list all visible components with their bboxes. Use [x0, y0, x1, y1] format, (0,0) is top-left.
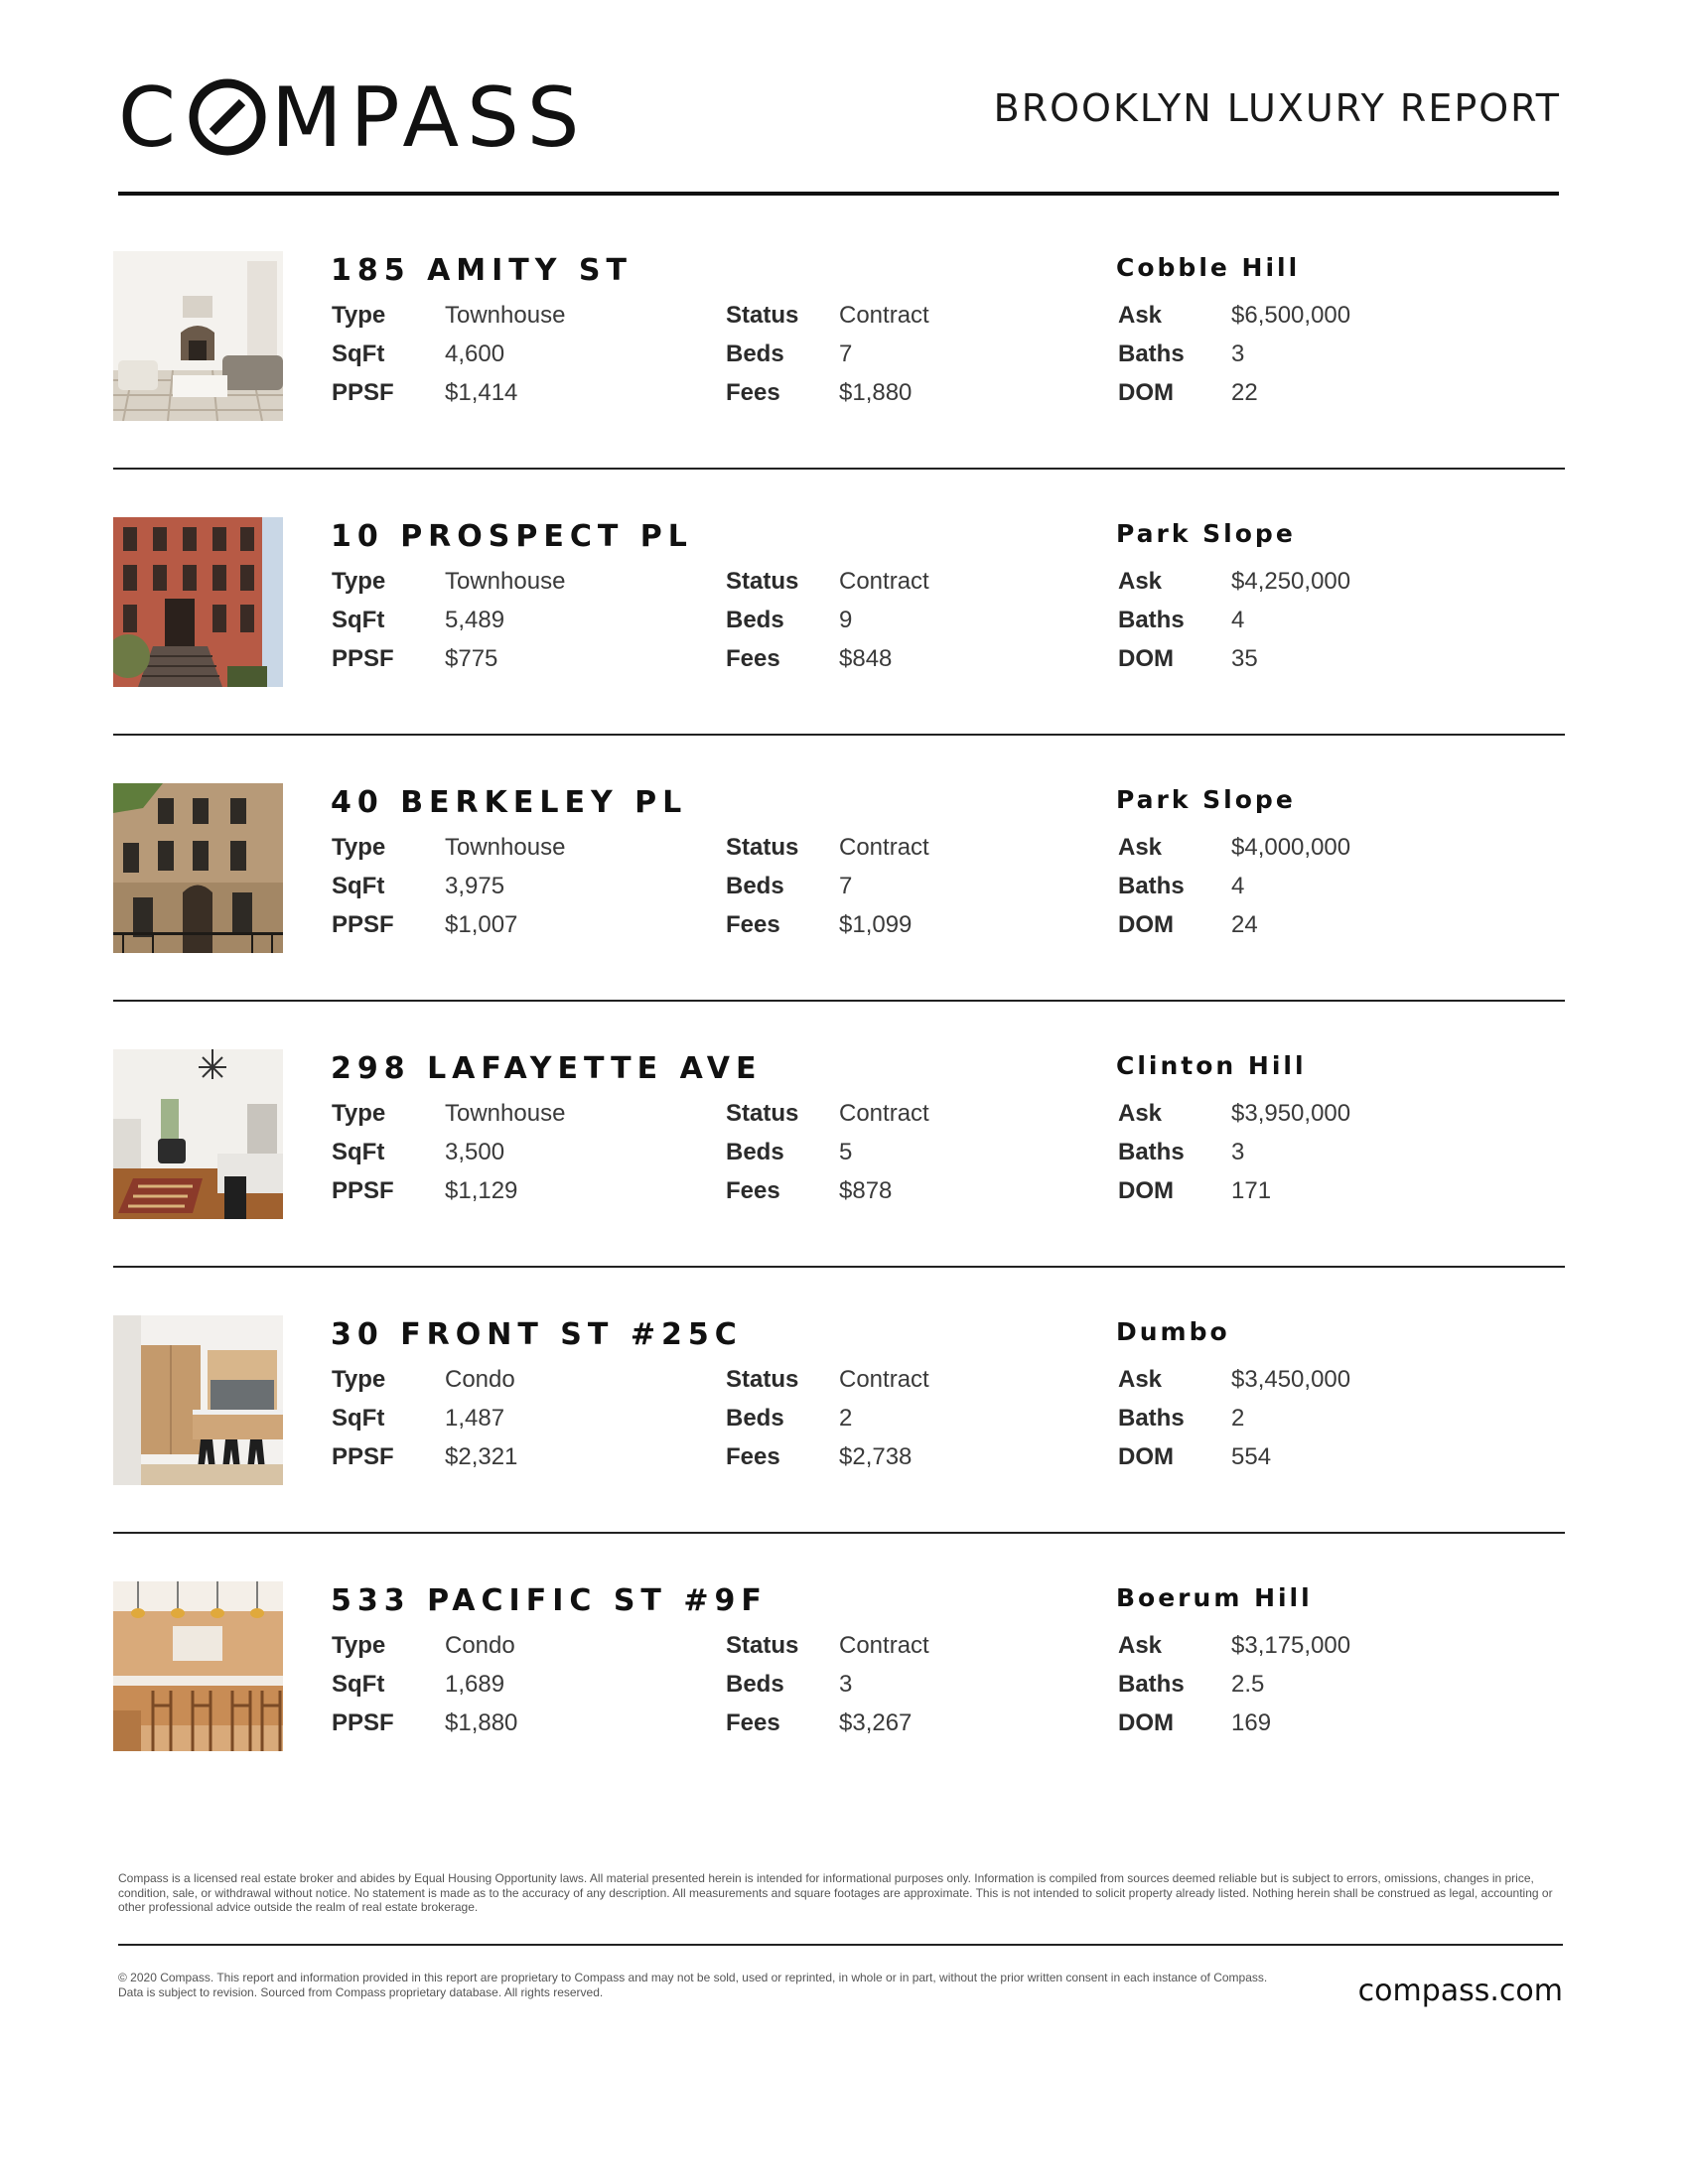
beds-label: Beds: [726, 341, 784, 367]
dom-label: DOM: [1118, 1709, 1174, 1736]
sqft-label: SqFt: [332, 607, 385, 633]
ask-label: Ask: [1118, 1632, 1163, 1659]
ppsf-value: $1,414: [445, 379, 518, 406]
copyright-text: © 2020 Compass. This report and information provided in this report are proprietary to Compass and may not be sold, used or reprinted, in whole or in part, without the prior written consent in each instance of Compass. Data is subject to revision. Sourced from Compass proprietary database. All rights reserved.: [118, 1971, 1268, 1999]
compass-logo: [118, 68, 588, 166]
beds-value: 2: [839, 1405, 853, 1432]
sqft-label: SqFt: [332, 1405, 385, 1432]
sqft-value: 4,600: [445, 341, 505, 367]
type-label: Type: [332, 302, 386, 329]
listing-neighborhood: Park Slope: [1116, 785, 1296, 814]
status-value: Contract: [839, 834, 929, 861]
listing-card: [113, 517, 1565, 736]
ask-value: $6,500,000: [1231, 302, 1351, 329]
listing-neighborhood: Clinton Hill: [1116, 1051, 1307, 1080]
status-label: Status: [726, 302, 799, 329]
status-value: Contract: [839, 1100, 929, 1127]
listing-divider: [113, 734, 1565, 736]
ask-label: Ask: [1118, 1100, 1163, 1127]
type-value: Townhouse: [445, 302, 566, 329]
beds-value: 5: [839, 1139, 853, 1165]
ppsf-label: PPSF: [332, 645, 394, 672]
listing-address: 298 LAFAYETTE AVE: [331, 1051, 763, 1086]
listing-neighborhood: Dumbo: [1116, 1317, 1230, 1346]
status-value: Contract: [839, 1366, 929, 1393]
baths-label: Baths: [1118, 607, 1185, 633]
beds-label: Beds: [726, 1405, 784, 1432]
listing-address: 533 PACIFIC ST #9F: [331, 1583, 768, 1618]
listing-divider: [113, 1266, 1565, 1268]
ppsf-value: $1,129: [445, 1177, 518, 1204]
ask-value: $3,450,000: [1231, 1366, 1351, 1393]
footer-divider: [118, 1944, 1563, 1946]
dom-label: DOM: [1118, 911, 1174, 938]
type-label: Type: [332, 568, 386, 595]
listing-card: [113, 783, 1565, 1002]
sqft-label: SqFt: [332, 1139, 385, 1165]
dom-value: 554: [1231, 1443, 1272, 1470]
status-value: Contract: [839, 568, 929, 595]
ppsf-label: PPSF: [332, 911, 394, 938]
sqft-label: SqFt: [332, 1671, 385, 1698]
logo-text-c: C: [118, 68, 184, 166]
wood-kitchen-photo: [113, 1581, 283, 1751]
listing-neighborhood: Park Slope: [1116, 519, 1296, 548]
baths-label: Baths: [1118, 1139, 1185, 1165]
listing-address: 185 AMITY ST: [331, 253, 633, 288]
ppsf-value: $775: [445, 645, 498, 672]
brownstone-photo: [113, 783, 283, 953]
type-label: Type: [332, 1100, 386, 1127]
baths-value: 3: [1231, 341, 1245, 367]
baths-value: 2.5: [1231, 1671, 1265, 1698]
report-title: BROOKLYN LUXURY REPORT: [993, 86, 1561, 130]
listing-divider: [113, 1000, 1565, 1002]
sqft-value: 3,975: [445, 873, 505, 899]
logo-text-mpass: MPASS: [270, 68, 588, 166]
status-label: Status: [726, 1366, 799, 1393]
baths-value: 4: [1231, 873, 1245, 899]
ppsf-label: PPSF: [332, 1443, 394, 1470]
sqft-value: 1,689: [445, 1671, 505, 1698]
dom-value: 35: [1231, 645, 1258, 672]
fees-label: Fees: [726, 911, 780, 938]
condo-kitchen-photo: [113, 1315, 283, 1485]
status-label: Status: [726, 1632, 799, 1659]
brick-townhouse-photo: [113, 517, 283, 687]
beds-value: 9: [839, 607, 853, 633]
listing-divider: [113, 1532, 1565, 1534]
baths-label: Baths: [1118, 1405, 1185, 1432]
type-value: Condo: [445, 1366, 515, 1393]
ppsf-value: $1,007: [445, 911, 518, 938]
beds-value: 3: [839, 1671, 853, 1698]
fees-label: Fees: [726, 1709, 780, 1736]
beds-value: 7: [839, 873, 853, 899]
baths-value: 4: [1231, 607, 1245, 633]
status-label: Status: [726, 834, 799, 861]
baths-value: 2: [1231, 1405, 1245, 1432]
status-value: Contract: [839, 1632, 929, 1659]
type-value: Condo: [445, 1632, 515, 1659]
type-label: Type: [332, 834, 386, 861]
listing-card: [113, 1049, 1565, 1268]
type-label: Type: [332, 1366, 386, 1393]
kitchen-living-photo: [113, 1049, 283, 1219]
header-divider: [118, 192, 1559, 196]
disclaimer-text: Compass is a licensed real estate broker and abides by Equal Housing Opportunity laws. All material presented herein is intended for informational purposes only. Information is compiled from sources deemed reliable but is subject to errors, omissions, changes in price, condition, sale, or withdrawal without notice. No statement is made as to the accuracy of any description. All measurements and square footages are approximate. This is not intended to solicit property already listed. Nothing herein shall be construed as legal, accounting or other professional advice outside the realm of real estate brokerage.: [118, 1871, 1553, 1914]
status-label: Status: [726, 568, 799, 595]
living-room-photo: [113, 251, 283, 421]
website-link[interactable]: compass.com: [1357, 1974, 1563, 2008]
ask-value: $3,950,000: [1231, 1100, 1351, 1127]
type-value: Townhouse: [445, 834, 566, 861]
ppsf-label: PPSF: [332, 1177, 394, 1204]
fees-value: $848: [839, 645, 893, 672]
listing-address: 10 PROSPECT PL: [331, 519, 693, 554]
listing-card: [113, 251, 1565, 470]
type-label: Type: [332, 1632, 386, 1659]
dom-label: DOM: [1118, 645, 1174, 672]
ask-label: Ask: [1118, 568, 1163, 595]
baths-label: Baths: [1118, 341, 1185, 367]
listing-address: 40 BERKELEY PL: [331, 785, 688, 820]
fees-label: Fees: [726, 1443, 780, 1470]
dom-value: 22: [1231, 379, 1258, 406]
ppsf-label: PPSF: [332, 1709, 394, 1736]
listing-neighborhood: Boerum Hill: [1116, 1583, 1313, 1612]
listing-neighborhood: Cobble Hill: [1116, 253, 1301, 282]
ppsf-label: PPSF: [332, 379, 394, 406]
beds-label: Beds: [726, 873, 784, 899]
sqft-label: SqFt: [332, 341, 385, 367]
ppsf-value: $1,880: [445, 1709, 518, 1736]
beds-value: 7: [839, 341, 853, 367]
baths-label: Baths: [1118, 873, 1185, 899]
sqft-value: 3,500: [445, 1139, 505, 1165]
fees-value: $1,099: [839, 911, 913, 938]
status-value: Contract: [839, 302, 929, 329]
dom-value: 171: [1231, 1177, 1272, 1204]
type-value: Townhouse: [445, 1100, 566, 1127]
ask-label: Ask: [1118, 1366, 1163, 1393]
ask-label: Ask: [1118, 302, 1163, 329]
fees-value: $3,267: [839, 1709, 913, 1736]
fees-label: Fees: [726, 379, 780, 406]
baths-label: Baths: [1118, 1671, 1185, 1698]
fees-value: $878: [839, 1177, 893, 1204]
sqft-value: 5,489: [445, 607, 505, 633]
compass-needle-icon: [188, 77, 267, 157]
beds-label: Beds: [726, 607, 784, 633]
sqft-value: 1,487: [445, 1405, 505, 1432]
baths-value: 3: [1231, 1139, 1245, 1165]
dom-label: DOM: [1118, 379, 1174, 406]
ask-value: $4,250,000: [1231, 568, 1351, 595]
listing-card: [113, 1315, 1565, 1534]
dom-value: 24: [1231, 911, 1258, 938]
fees-label: Fees: [726, 645, 780, 672]
fees-value: $1,880: [839, 379, 913, 406]
fees-label: Fees: [726, 1177, 780, 1204]
dom-value: 169: [1231, 1709, 1272, 1736]
ask-label: Ask: [1118, 834, 1163, 861]
type-value: Townhouse: [445, 568, 566, 595]
fees-value: $2,738: [839, 1443, 913, 1470]
listing-card: [113, 1581, 1565, 1800]
dom-label: DOM: [1118, 1177, 1174, 1204]
ask-value: $4,000,000: [1231, 834, 1351, 861]
ppsf-value: $2,321: [445, 1443, 518, 1470]
ask-value: $3,175,000: [1231, 1632, 1351, 1659]
beds-label: Beds: [726, 1671, 784, 1698]
beds-label: Beds: [726, 1139, 784, 1165]
listing-divider: [113, 468, 1565, 470]
status-label: Status: [726, 1100, 799, 1127]
listing-address: 30 FRONT ST #25C: [331, 1317, 743, 1352]
sqft-label: SqFt: [332, 873, 385, 899]
dom-label: DOM: [1118, 1443, 1174, 1470]
